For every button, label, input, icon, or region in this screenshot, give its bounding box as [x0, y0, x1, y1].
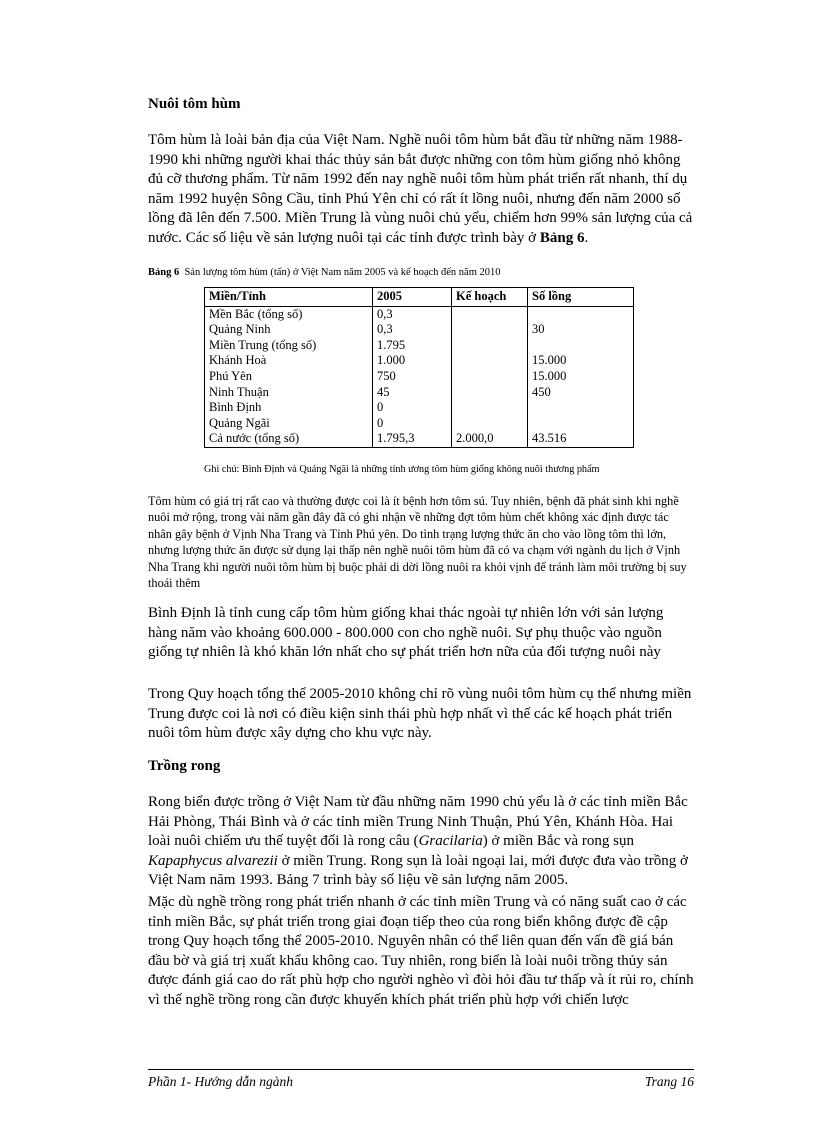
table-cell: Miền Trung (tổng số) [205, 338, 373, 354]
paragraph-seaweed-intro [148, 793, 694, 891]
paragraph-text: ở miền Trung. Rong sụn là loài ngoại lai, mới được đưa vào trồng ở Việt Nam năm 1993. Bảng 7 trình bày số liệu về sản lượng năm 2005. [148, 852, 688, 889]
table-cell [452, 338, 528, 354]
column-header: Miền/Tỉnh [205, 288, 373, 307]
species-name: Kapaphycus alvarezii [148, 852, 278, 869]
table-row [205, 322, 634, 338]
table-cell: 45 [373, 385, 452, 401]
column-header: 2005 [373, 288, 452, 307]
table-cell [528, 306, 634, 322]
table-cell [452, 385, 528, 401]
table-cell [452, 306, 528, 322]
paragraph-text: Rong biển được trồng ở Việt Nam từ đầu những năm 1990 chủ yếu là ở các tỉnh miền Bắc Hải Phòng, Thái Bình và ở các tỉnh miền Trung Ninh Thuận, Phú Yên, Khánh Hòa. Hai loài nuôi chiếm ưu thế tuyệt đối là rong câu ( [148, 794, 688, 850]
section-heading-lobster: Nuôi tôm hùm [148, 96, 241, 112]
table-reference: Bảng 6 [539, 229, 585, 246]
table-cell: 750 [373, 369, 452, 385]
table-row [205, 338, 634, 354]
page-number: Trang 16 [644, 1074, 694, 1089]
table-cell: Quảng Ngãi [205, 416, 373, 432]
table-row [205, 306, 634, 322]
table-cell: 15.000 [528, 369, 634, 385]
table-cell: 1.795,3 [373, 431, 452, 447]
table-cell [452, 322, 528, 338]
table-cell [528, 338, 634, 354]
table-cell [452, 369, 528, 385]
paragraph-master-plan: Trong Quy hoạch tổng thể 2005-2010 không chỉ rõ vùng nuôi tôm hùm cụ thể nhưng miền Trung được coi là nơi có điều kiện sinh thái phù hợp nhất vì thế các kế hoạch phát triển nuôi tôm hùm được xây dựng cho khu vực này. [148, 686, 692, 742]
table-row [205, 416, 634, 432]
table-row [205, 385, 634, 401]
species-name: Gracilaria [418, 833, 483, 850]
table-caption-text: Sản lượng tôm hùm (tấn) ở Việt Nam năm 2005 và kế hoạch đến năm 2010 [184, 267, 501, 278]
paragraph-seaweed-development: Mặc dù nghề trồng rong phát triển nhanh ở các tỉnh miền Trung và có năng suất cao ở các tỉnh miền Bắc, sự phát triển trong giai đoạn tiếp theo của rong biển không được đề cập trong Quy hoạch tổng thể 2005-2010. Nguyên nhân có thể liên quan đến vấn đề giá bán đầu bờ và giá trị xuất khẩu không cao. Tuy nhiên, rong biển là loài nuôi trồng thủy sản được đánh giá cao do rất phù hợp cho người nghèo vì đòi hỏi đầu tư thấp và ít rủi ro, chính vì thế nghề trồng rong cần được khuyến khích phát triển phù hợp với chiến lược [148, 894, 694, 1008]
table-cell: Khánh Hoà [205, 353, 373, 369]
table-cell: 0,3 [373, 306, 452, 322]
footer-divider [148, 1069, 694, 1070]
table-cell: Phú Yên [205, 369, 373, 385]
column-header: Số lồng [528, 288, 634, 307]
column-header: Kế hoạch [452, 288, 528, 307]
table-cell: Ninh Thuận [205, 385, 373, 401]
paragraph-text: Tôm hùm là loài bản địa của Việt Nam. Nghề nuôi tôm hùm bắt đầu từ những năm 1988-1990 khi những người khai thác thủy sản bắt được những con tôm hùm giống nhỏ không đủ cỡ thương phẩm. Từ năm 1992 đến nay nghề nuôi tôm hùm phát triển rất nhanh, thí dụ năm 1992 huyện Sông Cầu, tỉnh Phú Yên chỉ có rất ít lồng nuôi, nhưng đến năm 2000 số lồng đã lên đến 7.500. Miền Trung là vùng nuôi chủ yếu, chiếm hơn 99% sản lượng của cả nước. Các số liệu về sản lượng nuôi tại các tỉnh được trình bày ở [148, 132, 693, 246]
paragraph-binh-dinh: Bình Định là tỉnh cung cấp tôm hùm giống khai thác ngoài tự nhiên lớn với sản lượng hàng năm vào khoảng 600.000 - 800.000 con cho nghề nuôi. Sự phụ thuộc vào nguồn giống tự nhiên là khó khăn lớn nhất cho sự phát triển hơn nữa của đối tượng nuôi này [148, 605, 664, 661]
table-cell [452, 416, 528, 432]
table-row [205, 400, 634, 416]
table-cell: 30 [528, 322, 634, 338]
table-row [205, 369, 634, 385]
paragraph-end: . [584, 229, 589, 246]
table-cell: Mền Bắc (tổng số) [205, 306, 373, 322]
table-note: Ghi chú: Bình Định và Quảng Ngãi là những tỉnh ương tôm hùm giống không nuôi thương phẩm [204, 464, 600, 475]
table-cell: Quảng Ninh [205, 322, 373, 338]
table-cell: Bình Định [205, 400, 373, 416]
table-cell: 1.000 [373, 353, 452, 369]
table-cell: 0,3 [373, 322, 452, 338]
section-heading-seaweed: Trồng rong [148, 758, 221, 774]
lobster-production-table [204, 287, 634, 448]
table-cell [528, 416, 634, 432]
table-row [205, 353, 634, 369]
table-cell [452, 400, 528, 416]
table-row-total [205, 431, 634, 447]
table-cell: 0 [373, 400, 452, 416]
table-header-row [205, 288, 634, 307]
table-cell [528, 400, 634, 416]
footer-section-title: Phần 1- Hướng dẫn ngành [148, 1074, 294, 1089]
paragraph-lobster-disease: Tôm hùm có giá trị rất cao và thường được coi là ít bệnh hơn tôm sú. Tuy nhiên, bệnh đã phát sinh khi nghề nuôi mở rộng, trong vài năm gần đây đã có ghi nhận về những đợt tôm hùm chết không xác định được tác nhân gây bệnh ở Vịnh Nha Trang và Tỉnh Phú yên. Do tình trạng lượng thức ăn cho vào lồng tôm thì lớn, nhưng lượng thức ăn được sử dụng lại thấp nên nghề nuôi tôm hùm đã có va chạm với ngành du lịch ở Vịnh Nha Trang khi người nuôi tôm hùm bị buộc phải di dời lồng nuôi ra khỏi vịnh để tránh làm môi trường bị suy thoái thêm [148, 494, 687, 591]
table-cell: 15.000 [528, 353, 634, 369]
table-cell: 0 [373, 416, 452, 432]
paragraph-text: ) ở miền Bắc và rong sụn [482, 833, 634, 850]
table-cell: Cả nước (tổng số) [205, 431, 373, 447]
table-cell: 43.516 [528, 431, 634, 447]
paragraph-lobster-intro [148, 131, 694, 249]
table-cell: 2.000,0 [452, 431, 528, 447]
table-caption [148, 266, 501, 279]
table-cell: 1.795 [373, 338, 452, 354]
table-cell [452, 353, 528, 369]
table-caption-label: Bảng 6 [148, 267, 180, 278]
table-cell: 450 [528, 385, 634, 401]
